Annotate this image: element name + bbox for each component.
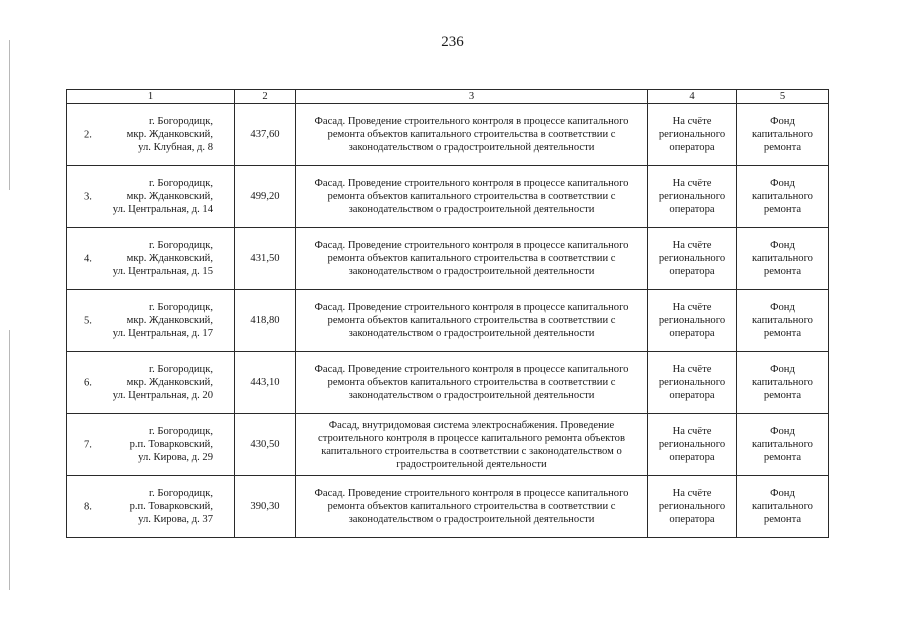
work-description-cell: Фасад. Проведение строительного контроля в процессе капитального ремонта объектов капитального строительства в соответствии с законодательством о градостроительной деятельности (296, 104, 648, 166)
address-text (67, 425, 234, 464)
fund-line: ремонта (763, 452, 802, 463)
address-line: ул. Кирова, д. 29 (138, 452, 213, 463)
address-line: мкр. Жданковский, (126, 253, 213, 264)
address-line: р.п. Товарковский, (129, 501, 213, 512)
address-line: мкр. Жданковский, (126, 315, 213, 326)
area-cell: 443,10 (235, 352, 296, 414)
account-line: На счёте (672, 178, 712, 189)
fund-cell (737, 228, 829, 290)
address-line: мкр. Жданковский, (126, 191, 213, 202)
fund-line: ремонта (763, 266, 802, 277)
row-number: 6. (84, 377, 92, 388)
account-line: регионального (658, 191, 726, 202)
column-number: 2 (235, 90, 296, 104)
address-text (67, 363, 234, 402)
address-line: ул. Центральная, д. 15 (112, 266, 213, 277)
account-cell (648, 352, 737, 414)
account-line: оператора (669, 390, 715, 401)
fund-line: ремонта (763, 328, 802, 339)
table-body (67, 104, 829, 538)
table-row (67, 476, 829, 538)
works-table (66, 89, 829, 538)
row-number: 8. (84, 501, 92, 512)
account-line: оператора (669, 328, 715, 339)
fund-cell (737, 290, 829, 352)
row-number: 3. (84, 191, 92, 202)
account-line: оператора (669, 142, 715, 153)
work-description-cell: Фасад. Проведение строительного контроля в процессе капитального ремонта объектов капитального строительства в соответствии с законодательством о градостроительной деятельности (296, 476, 648, 538)
address-line: р.п. Товарковский, (129, 439, 213, 450)
fund-cell (737, 104, 829, 166)
address-line: г. Богородицк, (148, 364, 213, 375)
fund-line: капитального (752, 439, 813, 450)
account-cell (648, 166, 737, 228)
fund-line: Фонд (770, 240, 795, 251)
address-line: ул. Клубная, д. 8 (138, 142, 213, 153)
fund-line: капитального (752, 253, 813, 264)
table-row (67, 414, 829, 476)
column-number-row (67, 90, 829, 104)
fund-line: капитального (752, 501, 813, 512)
area-cell: 437,60 (235, 104, 296, 166)
fund-line: Фонд (770, 488, 795, 499)
account-line: регионального (658, 377, 726, 388)
area-cell: 430,50 (235, 414, 296, 476)
table-row (67, 352, 829, 414)
address-line: г. Богородицк, (148, 240, 213, 251)
address-line: г. Богородицк, (148, 426, 213, 437)
address-line: г. Богородицк, (148, 302, 213, 313)
address-cell (67, 414, 235, 476)
fund-line: ремонта (763, 142, 802, 153)
fund-cell (737, 476, 829, 538)
fund-line: капитального (752, 129, 813, 140)
address-line: ул. Кирова, д. 37 (138, 514, 213, 525)
address-cell (67, 104, 235, 166)
account-line: оператора (669, 514, 715, 525)
address-cell (67, 290, 235, 352)
account-line: регионального (658, 253, 726, 264)
table-row (67, 104, 829, 166)
fund-line: Фонд (770, 302, 795, 313)
account-cell (648, 290, 737, 352)
fund-cell (737, 352, 829, 414)
account-line: оператора (669, 452, 715, 463)
area-cell: 418,80 (235, 290, 296, 352)
column-number: 1 (67, 90, 235, 104)
fund-line: ремонта (763, 514, 802, 525)
work-description-cell: Фасад. Проведение строительного контроля в процессе капитального ремонта объектов капитального строительства в соответствии с законодательством о градостроительной деятельности (296, 352, 648, 414)
fund-line: Фонд (770, 426, 795, 437)
account-line: регионального (658, 129, 726, 140)
account-line: На счёте (672, 488, 712, 499)
address-line: мкр. Жданковский, (126, 129, 213, 140)
table-row (67, 228, 829, 290)
address-line: ул. Центральная, д. 14 (112, 204, 213, 215)
address-text (67, 239, 234, 278)
fund-line: Фонд (770, 116, 795, 127)
table-row (67, 290, 829, 352)
fund-line: ремонта (763, 204, 802, 215)
address-line: г. Богородицк, (148, 178, 213, 189)
account-cell (648, 476, 737, 538)
account-line: На счёте (672, 302, 712, 313)
fund-line: ремонта (763, 390, 802, 401)
column-number: 5 (737, 90, 829, 104)
area-cell: 499,20 (235, 166, 296, 228)
fund-cell (737, 414, 829, 476)
fund-line: капитального (752, 191, 813, 202)
fund-cell (737, 166, 829, 228)
address-text (67, 487, 234, 526)
account-line: На счёте (672, 364, 712, 375)
scan-edge-mark-top (9, 40, 10, 190)
account-cell (648, 414, 737, 476)
area-cell: 390,30 (235, 476, 296, 538)
account-line: регионального (658, 439, 726, 450)
account-line: регионального (658, 501, 726, 512)
work-description-cell: Фасад. Проведение строительного контроля в процессе капитального ремонта объектов капитального строительства в соответствии с законодательством о градостроительной деятельности (296, 228, 648, 290)
account-cell (648, 104, 737, 166)
column-number: 4 (648, 90, 737, 104)
account-line: На счёте (672, 426, 712, 437)
row-number: 4. (84, 253, 92, 264)
fund-line: Фонд (770, 364, 795, 375)
address-text (67, 115, 234, 154)
row-number: 5. (84, 315, 92, 326)
address-line: г. Богородицк, (148, 488, 213, 499)
account-line: оператора (669, 204, 715, 215)
address-line: ул. Центральная, д. 17 (112, 328, 213, 339)
page-number: 236 (441, 34, 464, 50)
fund-line: Фонд (770, 178, 795, 189)
work-description-cell: Фасад. Проведение строительного контроля в процессе капитального ремонта объектов капитального строительства в соответствии с законодательством о градостроительной деятельности (296, 166, 648, 228)
address-line: ул. Центральная, д. 20 (112, 390, 213, 401)
account-line: На счёте (672, 240, 712, 251)
work-description-cell: Фасад, внутридомовая система электроснабжения. Проведение строительного контроля в процессе капитального ремонта объектов капитального строительства в соответствии с законодательством о градостроительной деятельности (296, 414, 648, 476)
address-cell (67, 228, 235, 290)
area-cell: 431,50 (235, 228, 296, 290)
address-cell (67, 476, 235, 538)
address-text (67, 301, 234, 340)
address-line: мкр. Жданковский, (126, 377, 213, 388)
account-line: регионального (658, 315, 726, 326)
address-cell (67, 352, 235, 414)
address-cell (67, 166, 235, 228)
fund-line: капитального (752, 377, 813, 388)
address-line: г. Богородицк, (148, 116, 213, 127)
table-row (67, 166, 829, 228)
row-number: 7. (84, 439, 92, 450)
row-number: 2. (84, 129, 92, 140)
account-line: оператора (669, 266, 715, 277)
work-description-cell: Фасад. Проведение строительного контроля в процессе капитального ремонта объектов капитального строительства в соответствии с законодательством о градостроительной деятельности (296, 290, 648, 352)
column-number: 3 (296, 90, 648, 104)
fund-line: капитального (752, 315, 813, 326)
account-cell (648, 228, 737, 290)
scan-edge-mark-bottom (9, 330, 10, 590)
account-line: На счёте (672, 116, 712, 127)
address-text (67, 177, 234, 216)
